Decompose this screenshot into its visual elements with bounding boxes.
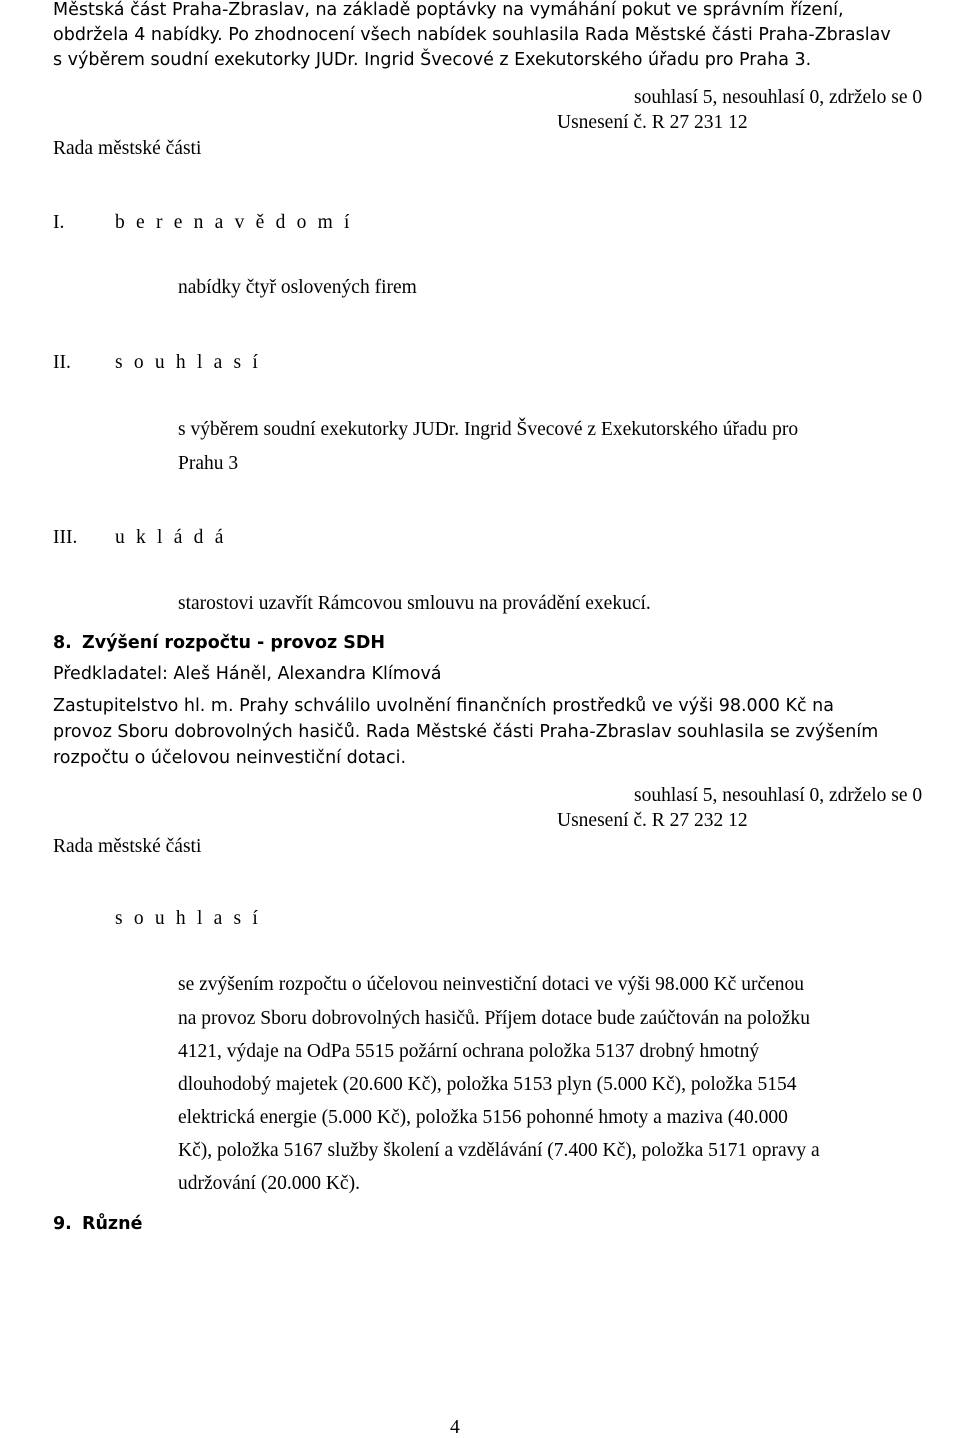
item-text: se zvýšením rozpočtu o účelovou neinvestiční dotaci ve výši 98.000 Kč určenou — [178, 974, 804, 995]
item-text: udržování (20.000 Kč). — [178, 1173, 360, 1194]
section-text-line: rozpočtu o účelovou neinvestiční dotaci. — [53, 748, 407, 768]
item-text: Prahu 3 — [178, 453, 239, 474]
item-text: na provoz Sboru dobrovolných hasičů. Příjem dotace bude zaúčtován na položku — [178, 1008, 810, 1029]
item-numeral: II. — [53, 352, 71, 373]
vote-result: souhlasí 5, nesouhlasí 0, zdrželo se 0 — [634, 87, 923, 108]
item-text: 4121, výdaje na OdPa 5515 požární ochrana položka 5137 drobný hmotný — [178, 1041, 760, 1062]
item-verb: b e r e n a v ě d o m í — [115, 212, 353, 233]
section-title: Různé — [82, 1214, 143, 1234]
resolution-number: Usnesení č. R 27 231 12 — [557, 112, 748, 133]
section-text-line: provoz Sboru dobrovolných hasičů. Rada Městské části Praha-Zbraslav souhlasila se zvýšením — [53, 722, 879, 742]
intro-line: s výběrem soudní exekutorky JUDr. Ingrid Švecové z Exekutorského úřadu pro Praha 3. — [53, 50, 812, 70]
vote-result: souhlasí 5, nesouhlasí 0, zdrželo se 0 — [634, 785, 923, 806]
intro-line: Městská část Praha-Zbraslav, na základě poptávky na vymáhání pokut ve správním řízení, — [53, 0, 844, 20]
section-text-line: Zastupitelstvo hl. m. Prahy schválilo uvolnění finančních prostředků ve výši 98.000 Kč na — [53, 696, 834, 716]
section-number: 9. — [53, 1214, 72, 1234]
presenters: Předkladatel: Aleš Háněl, Alexandra Klímová — [53, 664, 442, 684]
item-text: dlouhodobý majetek (20.600 Kč), položka 5153 plyn (5.000 Kč), položka 5154 — [178, 1074, 797, 1095]
section-title: Zvýšení rozpočtu - provoz SDH — [82, 633, 386, 653]
resolution-number: Usnesení č. R 27 232 12 — [557, 810, 748, 831]
item-text: elektrická energie (5.000 Kč), položka 5156 pohonné hmoty a maziva (40.000 — [178, 1107, 788, 1128]
item-verb: s o u h l a s í — [115, 352, 262, 373]
item-verb: s o u h l a s í — [115, 908, 262, 929]
section-number: 8. — [53, 633, 72, 653]
item-text: s výběrem soudní exekutorky JUDr. Ingrid Švecové z Exekutorského úřadu pro — [178, 419, 799, 440]
item-text: starostovi uzavřít Rámcovou smlouvu na provádění exekucí. — [178, 593, 651, 614]
council-label: Rada městské části — [53, 836, 202, 857]
page-number: 4 — [450, 1417, 460, 1438]
item-text: Kč), položka 5167 služby školení a vzdělávání (7.400 Kč), položka 5171 opravy a — [178, 1140, 820, 1161]
item-text: nabídky čtyř oslovených firem — [178, 277, 417, 298]
item-verb: u k l á d á — [115, 527, 227, 548]
item-numeral: I. — [53, 212, 65, 233]
item-numeral: III. — [53, 527, 78, 548]
intro-line: obdržela 4 nabídky. Po zhodnocení všech nabídek souhlasila Rada Městské části Praha-Zbraslav — [53, 25, 891, 45]
council-label: Rada městské části — [53, 138, 202, 159]
